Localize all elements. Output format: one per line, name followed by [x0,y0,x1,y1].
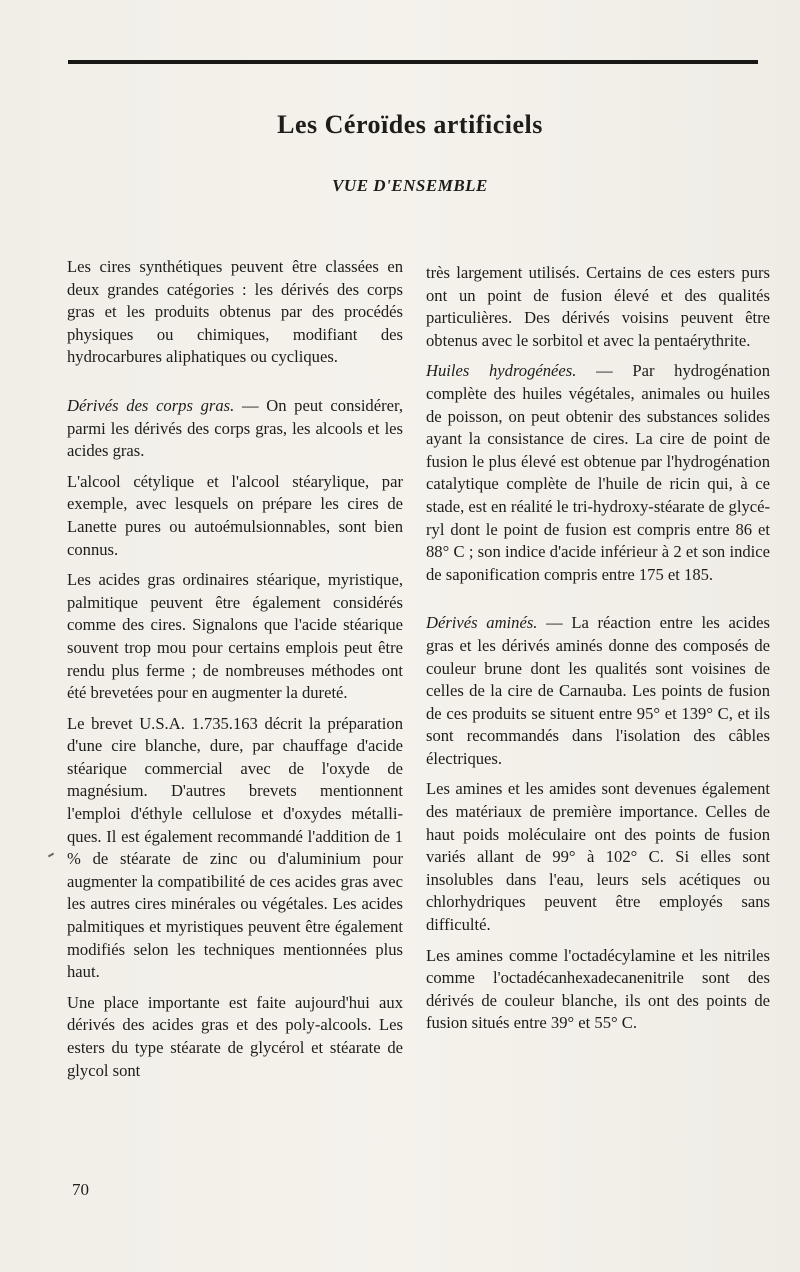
right-column [426,262,770,1043]
paragraph-text: — On peut considérer, parmi les dérivés des corps gras, les alcools et les acides gras. [67,395,403,461]
paragraph [426,360,770,586]
paragraph-text: — Par hydrogénation complète des huiles végétales, animales ou huiles de poisson, on peut obtenir des substances solides ayant la consistance de cires. La cire de point de fusion le plus élevé est obtenue par l'hydrogénation catalytique complète de l'huile de ricin qui, à ce stade, est en réalité le tri-hydroxy-stéarate de glycéryl dont le point de fusion est compris entre 86 et 88° C ; son indice d'acide inférieur à 2 et son indice de saponification compris entre 175 et 185. [426,361,770,584]
paragraph [67,395,403,463]
section-heading: Dérivés aminés. [426,613,538,633]
section-heading: Dérivés des corps gras. [67,395,235,415]
paragraph [67,471,403,561]
paragraph-text: L'alcool cétylique et l'alcool stéarylique, par exemple, avec lesquels on prépare les cires de Lanette pures ou autoémulsionnables, sont bien connus. [67,471,403,559]
article-subtitle: VUE D'ENSEMBLE [332,176,488,195]
paragraph-text: — La réaction entre les acides gras et les dérivés aminés donne des composés de couleur brune dont les qualités sont voisines de celles de la cire de Carnauba. Les points de fusion de ces produits se situent entre 95° et 139° C, et ils sont recommandés dans l'isolation des câbles électriques. [426,613,770,768]
paragraph [426,612,770,770]
paragraph-text: Les amines comme l'octadécylamine et les nitriles comme l'octadécanhexadecanenitrile sont des dérivés de couleur blanche, ils ont des points de fusion situés entre 39° et 55° C. [426,945,770,1033]
paragraph [67,992,403,1082]
top-rule [68,60,758,64]
section-heading: Huiles hydrogénées. [426,361,577,381]
article-title: Les Céroïdes artificiels [277,110,543,139]
left-column [67,256,403,1090]
paragraph-text: Les acides gras ordinaires stéarique, myristique, palmitique peuvent être également considérés comme des cires. Signalons que l'acide stéarique souvent trop mou pour certains emplois peut être rendu plus ferme ; de nombreuses méthodes ont été brevetées pour en augmenter la dureté. [67,570,403,703]
paragraph [426,945,770,1035]
paragraph-text: très largement utilisés. Certains de ces esters purs ont un point de fusion élevé et des qualités particulières. Des dérivés voisins peuvent être obtenus avec le sorbitol et avec la pentaérythrite. [426,263,770,350]
page-number: 70 [72,1180,89,1199]
paragraph-text: Le brevet U.S.A. 1.735.163 décrit la préparation d'une cire blanche, dure, par chauffage d'acide stéarique commercial avec de l'oxyde de magnésium. D'autres brevets mentionnent l'emploi d'éthyle cellulose et d'oxydes métalliques. Il est également recommandé l'addition de 1 % de stéarate de zinc ou d'aluminium pour augmenter la compatibilité de ces acides gras avec les autres cires minérales ou végétales. Les acides palmitiques et myristiques peuvent être également modifiés selon les techniques mentionnées plus haut. [67,713,403,982]
paragraph [426,778,770,936]
paragraph [426,262,770,352]
paragraph-text: Les cires synthétiques peuvent être classées en deux grandes catégories : les dérivés des corps gras et les produits obtenus par des procédés physiques ou chimiques, modifiant des hydrocarbures aliphatiques ou cycliques. [67,257,403,367]
paragraph [67,569,403,705]
paragraph-text: Une place importante est faite aujourd'hui aux dérivés des acides gras et des poly-alcools. Les esters du type stéarate de glycérol et stéarate de glycol sont [67,992,403,1080]
paragraph [67,713,403,984]
paragraph [67,256,403,369]
print-mark [48,853,54,858]
paragraph-text: Les amines et les amides sont devenues également des matériaux de première importance. Celles de haut poids moléculaire ont des points de fusion variés allant de 99° à 102° C. Si elles sont insolubles dans l'eau, leurs sels acétiques ou chlorhydriques peuvent être employés sans difficulté. [426,779,770,935]
